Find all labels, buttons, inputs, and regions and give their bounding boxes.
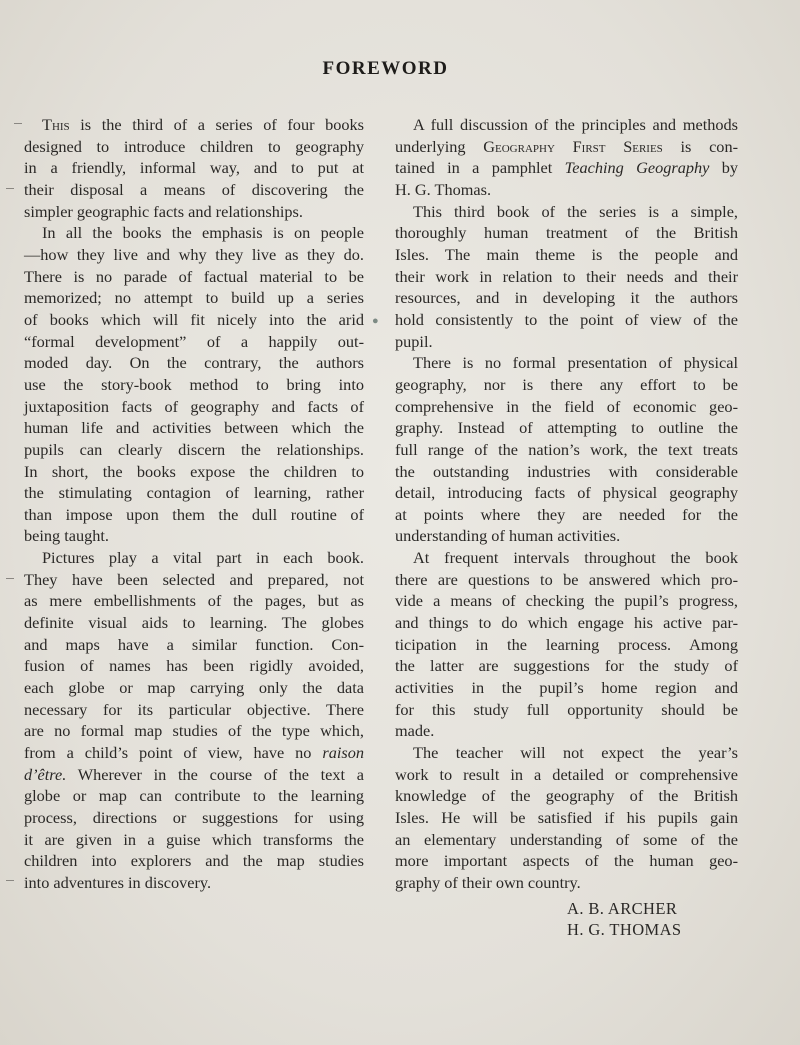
line-text: In all the books the emphasis is on people <box>42 223 364 243</box>
signature-archer: A. B. ARCHER <box>567 899 678 918</box>
series-name: Geography First Series <box>483 136 663 156</box>
text-line <box>395 612 738 634</box>
text-line <box>395 222 738 244</box>
text-line <box>24 655 364 677</box>
text-line <box>395 482 738 504</box>
line-text: Pictures play a vital part in each book. <box>42 548 364 568</box>
line-text: process, directions or suggestions for using <box>24 808 364 827</box>
line-text: children into explorers and the map studies <box>24 851 364 871</box>
text-line <box>24 201 364 223</box>
text-line <box>24 352 364 374</box>
text-line <box>24 785 364 807</box>
text-line <box>395 309 738 331</box>
text-line <box>395 569 738 591</box>
line-text: graphy. Instead of attempting to outline the <box>395 418 738 438</box>
margin-mark <box>14 123 22 124</box>
line-text: from a child’s point of view, have no <box>24 743 312 763</box>
line-text: an elementary understanding of some of the <box>395 829 738 849</box>
ink-mark: ● <box>372 315 379 327</box>
line-text: of books which will fit nicely into the arid <box>24 309 364 329</box>
line-text: —how they live and why they live as they do. <box>24 244 364 264</box>
text-line <box>395 352 738 374</box>
line-text: being taught. <box>24 526 110 546</box>
margin-mark <box>6 188 14 189</box>
line-text: moded day. On the contrary, the authors <box>24 353 364 373</box>
line-text: as mere embellishments of the pages, but as <box>24 591 364 611</box>
line-text: pupils can clearly discern the relationships. <box>24 439 364 459</box>
margin-mark <box>6 880 14 881</box>
line-text: for this study full opportunity should be <box>395 699 738 719</box>
text-line <box>24 461 364 483</box>
text-line <box>24 807 364 829</box>
line-text: there are questions to be answered which pro- <box>395 569 738 589</box>
line-text: thoroughly human treatment of the British <box>395 223 738 243</box>
text-line <box>24 136 364 158</box>
text-line <box>24 266 364 288</box>
margin-mark <box>6 578 14 579</box>
line-text: This third book of the series is a simple, <box>413 201 738 221</box>
line-text: by <box>721 158 739 178</box>
text-line <box>24 569 364 591</box>
text-line <box>24 331 364 353</box>
line-text: than impose upon them the dull routine of <box>24 504 364 524</box>
text-line <box>395 244 738 266</box>
text-line <box>395 114 738 136</box>
italic-phrase: d’être. <box>24 764 67 784</box>
line-text: detail, introducing facts of physical geography <box>395 483 738 503</box>
text-line <box>395 179 738 201</box>
text-line <box>395 201 738 223</box>
text-line <box>24 244 364 266</box>
line-text: H. G. Thomas. <box>395 179 492 199</box>
text-line <box>24 590 364 612</box>
line-text: “formal development” of a happily out- <box>24 331 364 351</box>
line-text: and things to do which engage his active par- <box>395 613 738 633</box>
line-text: comprehensive in the field of economic geo- <box>395 396 738 416</box>
line-text: use the story-book method to bring into <box>24 374 364 394</box>
left-column <box>24 114 364 894</box>
page-title: FOREWORD <box>322 58 449 79</box>
text-line <box>24 850 364 872</box>
text-line <box>24 764 364 786</box>
text-line <box>24 612 364 634</box>
line-text: it are given in a guise which transforms the <box>24 829 364 849</box>
lead-word: This <box>42 115 70 134</box>
text-line <box>395 742 738 764</box>
line-text: each globe or map carrying only the data <box>24 678 364 698</box>
text-line <box>24 634 364 656</box>
line-text: geography, nor is there any effort to be <box>395 374 738 394</box>
signature-thomas: H. G. THOMAS <box>567 920 682 939</box>
line-text: the stimulating contagion of learning, rather <box>24 483 364 503</box>
text-line <box>395 850 738 872</box>
text-line <box>395 655 738 677</box>
text-line <box>24 720 364 742</box>
text-line <box>395 461 738 483</box>
text-line <box>395 396 738 418</box>
line-text: The teacher will not expect the year’s <box>413 743 738 763</box>
text-line <box>395 136 738 158</box>
line-text: pupil. <box>395 331 433 351</box>
line-text: A full discussion of the principles and methods <box>413 115 738 134</box>
line-text: globe or map can contribute to the learning <box>24 786 364 806</box>
text-line <box>24 742 364 764</box>
text-line <box>395 720 738 742</box>
line-text: their work in relation to their needs and their <box>395 266 738 286</box>
text-line <box>395 829 738 851</box>
text-line <box>395 331 738 353</box>
text-line <box>395 785 738 807</box>
line-text: necessary for its particular objective. There <box>24 699 364 719</box>
line-text: is the third of a series of four books <box>80 115 364 134</box>
text-line <box>24 525 364 547</box>
text-line <box>24 439 364 461</box>
text-line <box>395 266 738 288</box>
line-text: There is no parade of factual material to be <box>24 266 364 286</box>
line-text: fusion of names has been rigidly avoided, <box>24 656 364 676</box>
line-text: are no formal map studies of the type which, <box>24 721 364 741</box>
text-line <box>395 634 738 656</box>
text-line <box>395 504 738 526</box>
line-text: knowledge of the geography of the British <box>395 786 738 806</box>
text-line <box>395 287 738 309</box>
line-text: Isles. The main theme is the people and <box>395 244 738 264</box>
line-text: is con- <box>680 136 739 156</box>
text-line <box>395 764 738 786</box>
text-line <box>395 439 738 461</box>
line-text: At frequent intervals throughout the book <box>413 548 738 568</box>
text-line <box>395 525 738 547</box>
text-line <box>24 222 364 244</box>
text-line <box>395 374 738 396</box>
text-line <box>24 114 364 136</box>
line-text: definite visual aids to learning. The globes <box>24 613 364 633</box>
text-line <box>395 677 738 699</box>
text-line <box>24 309 364 331</box>
line-text: human life and activities between which the <box>24 418 364 438</box>
line-text: Wherever in the course of the text a <box>77 764 364 784</box>
text-line <box>24 547 364 569</box>
line-text: resources, and in developing it the authors <box>395 288 738 308</box>
text-line <box>395 872 738 894</box>
line-text: in a friendly, informal way, and to put at <box>24 158 364 178</box>
text-line <box>395 547 738 569</box>
text-line <box>24 417 364 439</box>
text-line <box>24 287 364 309</box>
text-line <box>24 157 364 179</box>
text-line <box>395 590 738 612</box>
text-line <box>24 179 364 201</box>
line-text: the latter are suggestions for the study of <box>395 656 738 676</box>
text-line <box>24 829 364 851</box>
text-line <box>24 396 364 418</box>
line-text: simpler geographic facts and relationships. <box>24 201 303 221</box>
text-line <box>24 482 364 504</box>
text-line <box>24 374 364 396</box>
text-line <box>24 504 364 526</box>
line-text: They have been selected and prepared, not <box>24 569 364 589</box>
italic-phrase: Teaching Geography <box>564 158 710 178</box>
italic-phrase: raison <box>322 743 364 763</box>
line-text: their disposal a means of discovering the <box>24 179 364 199</box>
line-text: There is no formal presentation of physical <box>413 353 738 373</box>
line-text: at points where they are needed for the <box>395 504 738 524</box>
line-text: more important aspects of the human geo- <box>395 851 738 871</box>
line-text: underlying <box>395 136 466 156</box>
line-text: made. <box>395 721 435 741</box>
line-text: and maps have a similar function. Con- <box>24 634 364 654</box>
line-text: understanding of human activities. <box>395 526 621 546</box>
text-line <box>395 157 738 179</box>
line-text: ticipation in the learning process. Among <box>395 634 738 654</box>
text-line <box>395 807 738 829</box>
line-text: the outstanding industries with considerable <box>395 461 738 481</box>
right-column <box>395 114 738 894</box>
line-text: memorized; no attempt to build up a series <box>24 288 364 308</box>
line-text: In short, the books expose the children to <box>24 461 364 481</box>
line-text: full range of the nation’s work, the text treats <box>395 439 738 459</box>
line-text: into adventures in discovery. <box>24 872 212 892</box>
line-text: activities in the pupil’s home region and <box>395 678 738 698</box>
line-text: vide a means of checking the pupil’s progress, <box>395 591 738 611</box>
text-line <box>395 417 738 439</box>
line-text: work to result in a detailed or comprehensive <box>395 764 738 784</box>
line-text: hold consistently to the point of view of the <box>395 309 738 329</box>
line-text: Isles. He will be satisfied if his pupils gain <box>395 808 738 827</box>
line-text: graphy of their own country. <box>395 872 581 892</box>
line-text: tained in a pamphlet <box>395 158 553 178</box>
line-text: juxtaposition facts of geography and facts of <box>24 396 364 416</box>
line-text: designed to introduce children to geography <box>24 136 364 156</box>
text-line <box>24 677 364 699</box>
text-line <box>24 872 364 894</box>
text-line <box>24 699 364 721</box>
text-line <box>395 699 738 721</box>
